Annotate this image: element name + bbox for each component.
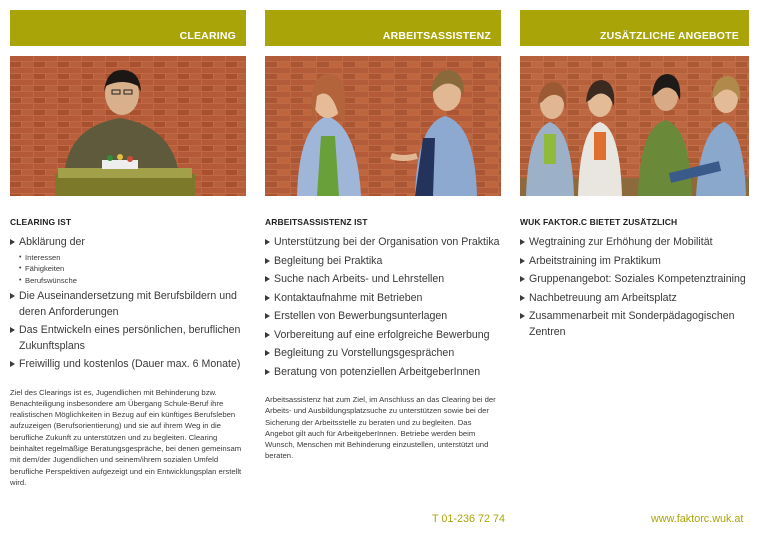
- bullet-list: [265, 235, 501, 380]
- phone-number: T 01-236 72 74: [432, 513, 506, 525]
- list-item: Wegtraining zur Erhöhung der Mobilität: [520, 235, 749, 251]
- sub-item: • Fähigkeiten: [19, 263, 246, 275]
- list-item: Zusammenarbeit mit Sonderpädagogischen Zentren: [520, 309, 749, 340]
- photo-zusaetzliche-angebote: [520, 56, 749, 196]
- list-item: Arbeitstraining im Praktikum: [520, 254, 749, 270]
- column-clearing: [10, 10, 246, 488]
- list-item: Begleitung zu Vorstellungsgesprächen: [265, 346, 501, 362]
- section-header: ARBEITSASSISTENZ: [265, 10, 501, 46]
- bullet-list: [520, 235, 749, 340]
- section-heading: ARBEITSASSISTENZ IST: [265, 217, 368, 227]
- list-item: Unterstützung bei der Organisation von Praktika: [265, 235, 501, 251]
- section-header: ZUSÄTZLICHE ANGEBOTE: [520, 10, 749, 46]
- description-paragraph: Ziel des Clearings ist es, Jugendlichen mit Behinderung bzw. Benachteiligung insbesondere am Übergang Schule-Beruf ihre realistischen Möglichkeiten in Bezug auf ein künftiges Berufsleben aufzuzeigen (Berufsorientierung) und sie auf ihrem Weg in die berufliche Zukunft zu unterstützen und zu begleiten. Clearing beinhaltet regelmäßige Beratungsgespräche, bei denen gemeinsam mit dem/der Jugendlichen und seinem/ihrem sozialen Umfeld berufliche Perspektiven aufgezeigt und ein Entwicklungsplan erstellt wird.: [10, 387, 242, 487]
- section-heading: CLEARING IST: [10, 217, 72, 227]
- sub-item: • Interessen: [19, 252, 246, 264]
- section-heading: WUK FAKTOR.C BIETET ZUSÄTZLICH: [520, 217, 678, 227]
- sub-item: • Berufswünsche: [19, 275, 246, 287]
- section-header: CLEARING: [10, 10, 246, 46]
- list-item: Suche nach Arbeits- und Lehrstellen: [265, 272, 501, 288]
- list-item: Das Entwickeln eines persönlichen, beruflichen Zukunftsplans: [10, 323, 246, 354]
- list-item: Erstellen von Bewerbungsunterlagen: [265, 309, 501, 325]
- list-item: Freiwillig und kostenlos (Dauer max. 6 Monate): [10, 357, 246, 373]
- list-item: Beratung von potenziellen ArbeitgeberInnen: [265, 365, 501, 381]
- photo-arbeitsassistenz: [265, 56, 501, 196]
- list-item: Begleitung bei Praktika: [265, 254, 501, 270]
- list-item: Nachbetreuung am Arbeitsplatz: [520, 291, 749, 307]
- list-item: Kontaktaufnahme mit Betrieben: [265, 291, 501, 307]
- photo-clearing: [10, 56, 246, 196]
- description-paragraph: Arbeitsassistenz hat zum Ziel, im Anschluss an das Clearing bei der Arbeits- und Ausbildungsplatzsuche zu unterstützen sowie bei der Sicherung der Arbeitsstelle zu beraten und zu begleiten. Das Angebot gilt auch für ArbeitgeberInnen. Betriebe werden beim Wunsch, Menschen mit Behinderung einzustellen, unterstützt und beraten.: [265, 395, 496, 461]
- list-item: Gruppenangebot: Soziales Kompetenztraining: [520, 272, 749, 288]
- list-item: Die Auseinandersetzung mit Berufsbildern und deren Anforderungen: [10, 289, 246, 320]
- list-item: Abklärung der • Interessen • Fähigkeiten • Berufswünsche: [10, 235, 246, 286]
- bullet-list: [10, 235, 246, 373]
- sub-list: [19, 252, 246, 287]
- column-zusaetzliche-angebote: [520, 10, 749, 343]
- column-arbeitsassistenz: [265, 10, 501, 462]
- website-link[interactable]: www.faktorc.wuk.at: [651, 513, 744, 525]
- list-item: Vorbereitung auf eine erfolgreiche Bewerbung: [265, 328, 501, 344]
